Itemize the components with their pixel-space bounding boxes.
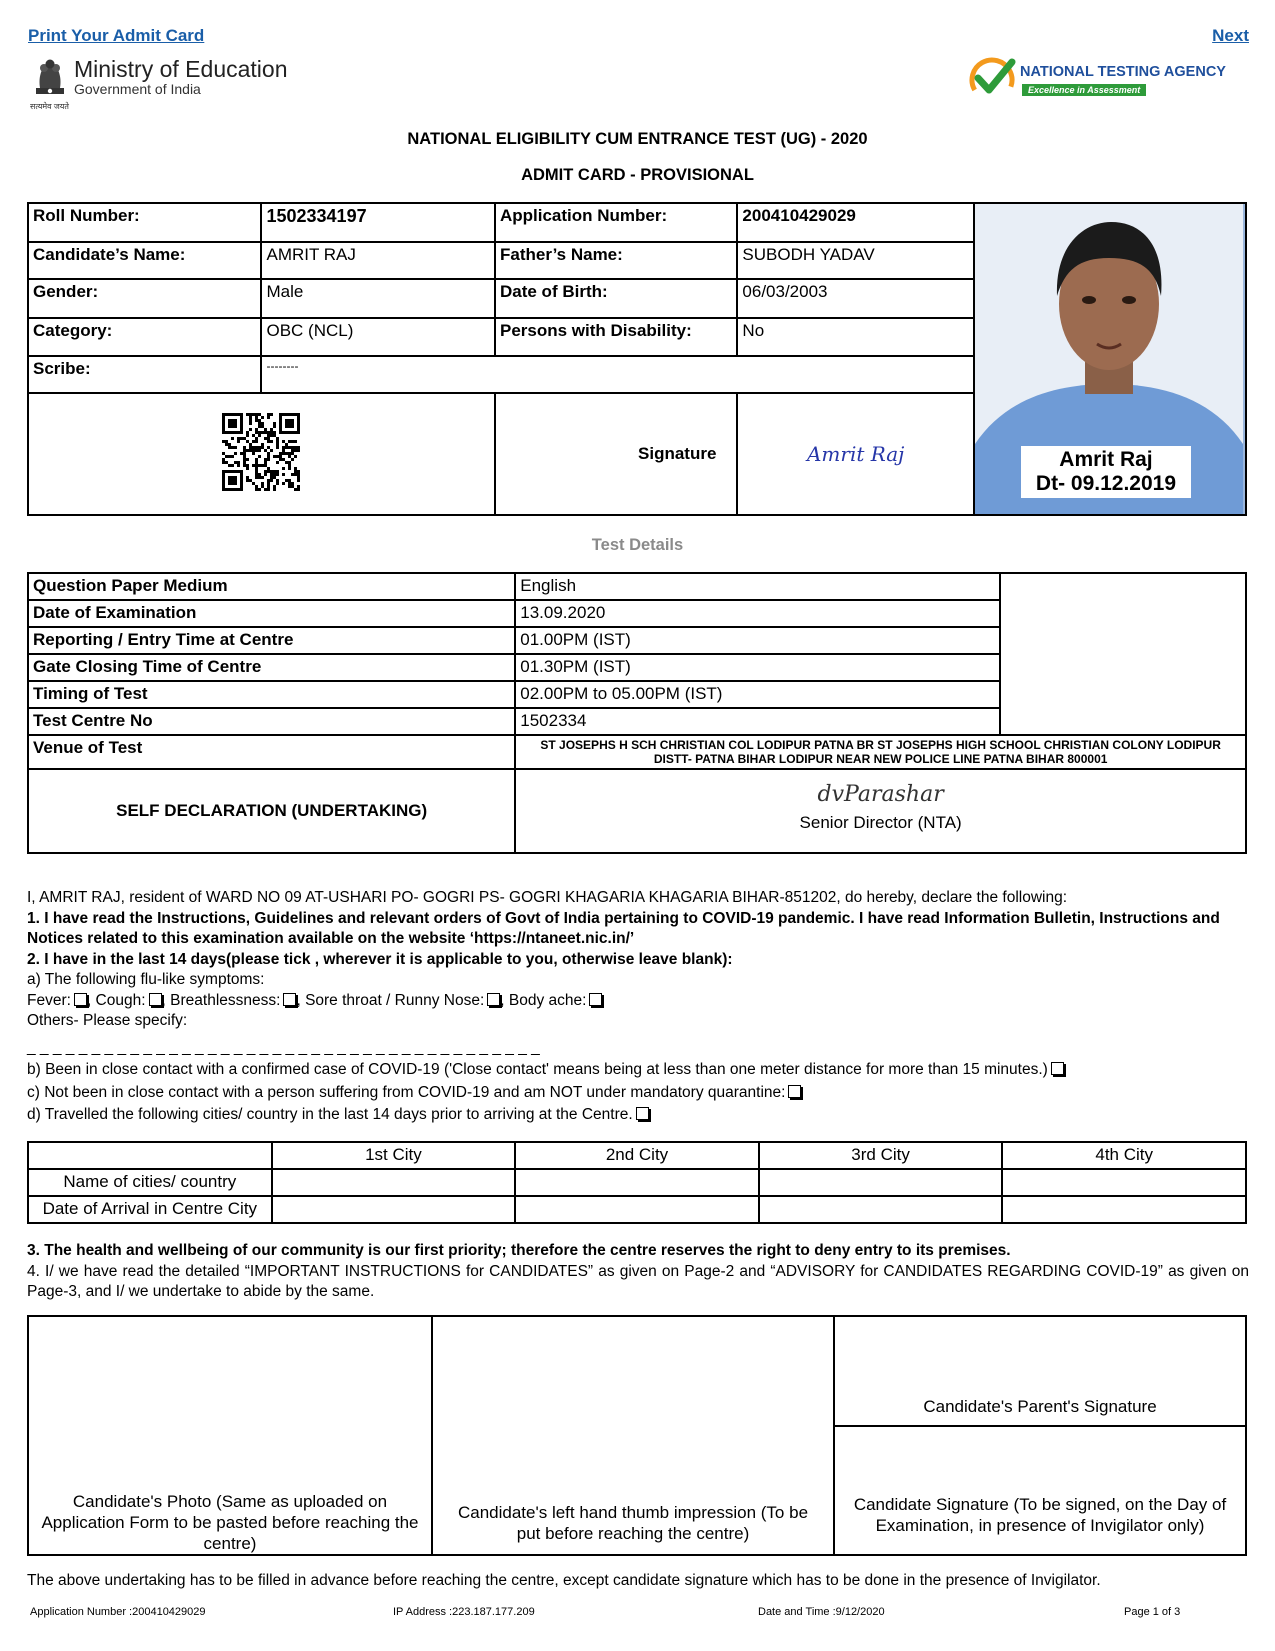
city-name-1[interactable] [272, 1169, 516, 1196]
parent-signature-label: Candidate's Parent's Signature [923, 1397, 1157, 1416]
arrival-date-4[interactable] [1002, 1196, 1246, 1223]
ministry-subtitle: Government of India [74, 81, 201, 97]
city-header-1: 1st City [272, 1142, 516, 1169]
exam-title: NATIONAL ELIGIBILITY CUM ENTRANCE TEST (UG) - 2020 [407, 130, 868, 148]
national-emblem-icon [32, 54, 68, 102]
venue-value: ST JOSEPHS H SCH CHRISTIAN COL LODIPUR PATNA BR ST JOSEPHS HIGH SCHOOL CHRISTIAN COLONY LODIPUR DISTT- PATNA BIHAR LODIPUR NEAR NEW POLICE LINE PATNA BIHAR 800001 [515, 735, 1246, 769]
city-name-4[interactable] [1002, 1169, 1246, 1196]
symptoms-line [27, 991, 1249, 1012]
pwd-label: Persons with Disability: [495, 318, 737, 356]
breathlessness-label: , Breathlessness: [161, 991, 281, 1009]
city-header-4: 4th City [1002, 1142, 1246, 1169]
arrival-date-row-label: Date of Arrival in Centre City [28, 1196, 272, 1223]
test-details-blank-cell [1000, 573, 1246, 735]
footer-note: The above undertaking has to be filled in advance before reaching the centre, except candidate signature which has to be done in the presence of Invigilator. [27, 1572, 1101, 1589]
category-value: OBC (NCL) [261, 318, 495, 356]
travel-cities-table [27, 1141, 1247, 1224]
city-name-row-label: Name of cities/ country [28, 1169, 272, 1196]
qr-code [222, 413, 300, 491]
test-details-heading: Test Details [591, 536, 684, 554]
test-detail-value: 01.30PM (IST) [515, 654, 1000, 681]
nta-logo [968, 56, 1248, 106]
nta-check-icon [968, 56, 1016, 104]
candidate-photo-box [29, 1317, 433, 1554]
cough-checkbox[interactable] [149, 993, 162, 1006]
sore-throat-checkbox[interactable] [487, 993, 500, 1006]
emblem-motto: सत्यमेव जयते [30, 102, 69, 111]
fever-label: Fever: [27, 991, 71, 1009]
director-label: Senior Director (NTA) [799, 813, 962, 832]
ministry-logo [30, 54, 320, 114]
city-header-2: 2nd City [515, 1142, 759, 1169]
test-detail-label: Date of Examination [28, 600, 515, 627]
test-detail-value: 1502334 [515, 708, 1000, 735]
candidate-name-value: AMRIT RAJ [261, 242, 495, 279]
declaration-point-1: 1. I have read the Instructions, Guidelines and relevant orders of Govt of India pertaining to COVID-19 pandemic. I have read Information Bulletin, Instructions and Notices related to this examination available on the website ‘https://ntaneet.nic.in/’ [27, 909, 1220, 947]
close-contact-checkbox[interactable] [1051, 1062, 1064, 1075]
scribe-value: -------- [261, 356, 973, 393]
pwd-value: No [737, 318, 974, 356]
test-detail-value: 02.00PM to 05.00PM (IST) [515, 681, 1000, 708]
self-declaration-text [27, 888, 1249, 1126]
sore-throat-label: , Sore throat / Runny Nose: [296, 991, 485, 1009]
declaration-closing [27, 1241, 1249, 1303]
candidate-name-label: Candidate’s Name: [28, 242, 261, 279]
gender-label: Gender: [28, 279, 261, 317]
footer-date-time: Date and Time :9/12/2020 [758, 1606, 885, 1618]
travelled-checkbox[interactable] [636, 1107, 649, 1120]
test-detail-value: English [515, 573, 1000, 600]
nta-tagline: Excellence in Assessment [1022, 84, 1146, 96]
city-name-2[interactable] [515, 1169, 759, 1196]
declaration-point-a: a) The following flu-like symptoms: [27, 971, 265, 988]
nta-title: NATIONAL TESTING AGENCY [1020, 64, 1226, 80]
parent-signature-box [835, 1317, 1245, 1427]
test-detail-label: Question Paper Medium [28, 573, 515, 600]
dob-value: 06/03/2003 [737, 279, 974, 317]
admit-card-title: ADMIT CARD - PROVISIONAL [521, 166, 754, 184]
footer-page-number: Page 1 of 3 [1124, 1606, 1181, 1618]
father-name-label: Father’s Name: [495, 242, 737, 279]
candidate-signature-box-label: Candidate Signature (To be signed, on the Day of Examination, in presence of Invigilator only) [853, 1495, 1227, 1535]
qr-code-cell [28, 393, 495, 515]
photo-caption-date: Dt- 09.12.2019 [1035, 472, 1177, 495]
cities-corner-cell [28, 1142, 272, 1169]
ministry-title: Ministry of Education [74, 56, 288, 82]
declaration-point-4: 4. I/ we have read the detailed “IMPORTANT INSTRUCTIONS for CANDIDATES” as given on Page-2 and “ADVISORY for CANDIDATES REGARDING COVID-19” as given on Page-3, and I/ we undertake to abide by the same. [27, 1262, 1249, 1300]
candidate-details-table [27, 202, 1247, 516]
candidate-signature-box [835, 1427, 1245, 1554]
test-detail-label: Reporting / Entry Time at Centre [28, 627, 515, 654]
test-detail-value: 13.09.2020 [515, 600, 1000, 627]
gender-value: Male [261, 279, 495, 317]
application-number-value: 200410429029 [737, 203, 974, 242]
breathlessness-checkbox[interactable] [283, 993, 296, 1006]
declaration-point-c: c) Not been in close contact with a person suffering from COVID-19 and am NOT under mandatory quarantine: [27, 1083, 786, 1101]
footer-application-number: Application Number :200410429029 [30, 1606, 206, 1618]
dob-label: Date of Birth: [495, 279, 737, 317]
scribe-label: Scribe: [28, 356, 261, 393]
director-signature: dvParashar [817, 782, 944, 807]
signature-boxes [27, 1315, 1247, 1556]
father-name-value: SUBODH YADAV [737, 242, 974, 279]
test-detail-label: Gate Closing Time of Centre [28, 654, 515, 681]
thumb-impression-box [433, 1317, 835, 1554]
candidate-photo-box-label: Candidate's Photo (Same as uploaded on Application Form to be pasted before reaching the centre) [41, 1492, 419, 1553]
roll-number-label: Roll Number: [28, 203, 261, 242]
no-contact-checkbox[interactable] [788, 1085, 801, 1098]
test-detail-label: Timing of Test [28, 681, 515, 708]
footer-ip-address: IP Address :223.187.177.209 [393, 1606, 535, 1618]
thumb-impression-box-label: Candidate's left hand thumb impression (To be put before reaching the centre) [457, 1503, 809, 1543]
city-header-3: 3rd City [759, 1142, 1003, 1169]
venue-label: Venue of Test [28, 735, 515, 769]
application-number-label: Application Number: [495, 203, 737, 242]
body-ache-checkbox[interactable] [589, 993, 602, 1006]
candidate-signature-text: Amrit Raj [806, 442, 905, 467]
director-signature-cell [515, 769, 1246, 853]
declaration-intro: I, AMRIT RAJ, resident of WARD NO 09 AT-USHARI PO- GOGRI PS- GOGRI KHAGARIA KHAGARIA BIHAR-851202, do hereby, declare the following: [27, 889, 1068, 906]
photo-caption-name: Amrit Raj [1059, 448, 1153, 471]
test-details-table [27, 572, 1247, 854]
others-blank-line: _ _ _ _ _ _ _ _ _ _ _ _ _ _ _ _ _ _ _ _ _ _ _ _ _ _ _ _ _ _ _ _ _ _ _ _ _ _ _ _ [27, 1038, 540, 1056]
arrival-date-1[interactable] [272, 1196, 516, 1223]
declaration-point-d: d) Travelled the following cities/ country in the last 14 days prior to arriving at the Centre. [27, 1106, 633, 1123]
declaration-point-2: 2. I have in the last 14 days(please tick , wherever it is applicable to you, otherwise leave blank): [27, 950, 733, 968]
declaration-point-3: 3. The health and wellbeing of our community is our first priority; therefore the centre reserves the right to deny entry to its premises. [27, 1242, 1011, 1259]
self-declaration-label: SELF DECLARATION (UNDERTAKING) [28, 769, 515, 853]
candidate-photo [974, 203, 1246, 515]
others-specify: Others- Please specify: [27, 1012, 188, 1029]
declaration-point-b: b) Been in close contact with a confirmed case of COVID-19 ('Close contact' means being at less than one meter distance for more than 15 minutes.) [27, 1061, 1048, 1078]
next-link[interactable]: Next [1212, 26, 1249, 45]
test-detail-label: Test Centre No [28, 708, 515, 735]
body-ache-label: , Body ache: [500, 991, 587, 1009]
print-admit-card-link[interactable]: Print Your Admit Card [28, 26, 205, 45]
fever-checkbox[interactable] [74, 993, 87, 1006]
city-name-3[interactable] [759, 1169, 1003, 1196]
arrival-date-3[interactable] [759, 1196, 1003, 1223]
roll-number-value: 1502334197 [261, 203, 495, 242]
signature-label: Signature [495, 393, 737, 515]
cough-label: , Cough: [86, 991, 146, 1009]
test-detail-value: 01.00PM (IST) [515, 627, 1000, 654]
candidate-signature [737, 393, 974, 515]
arrival-date-2[interactable] [515, 1196, 759, 1223]
category-label: Category: [28, 318, 261, 356]
